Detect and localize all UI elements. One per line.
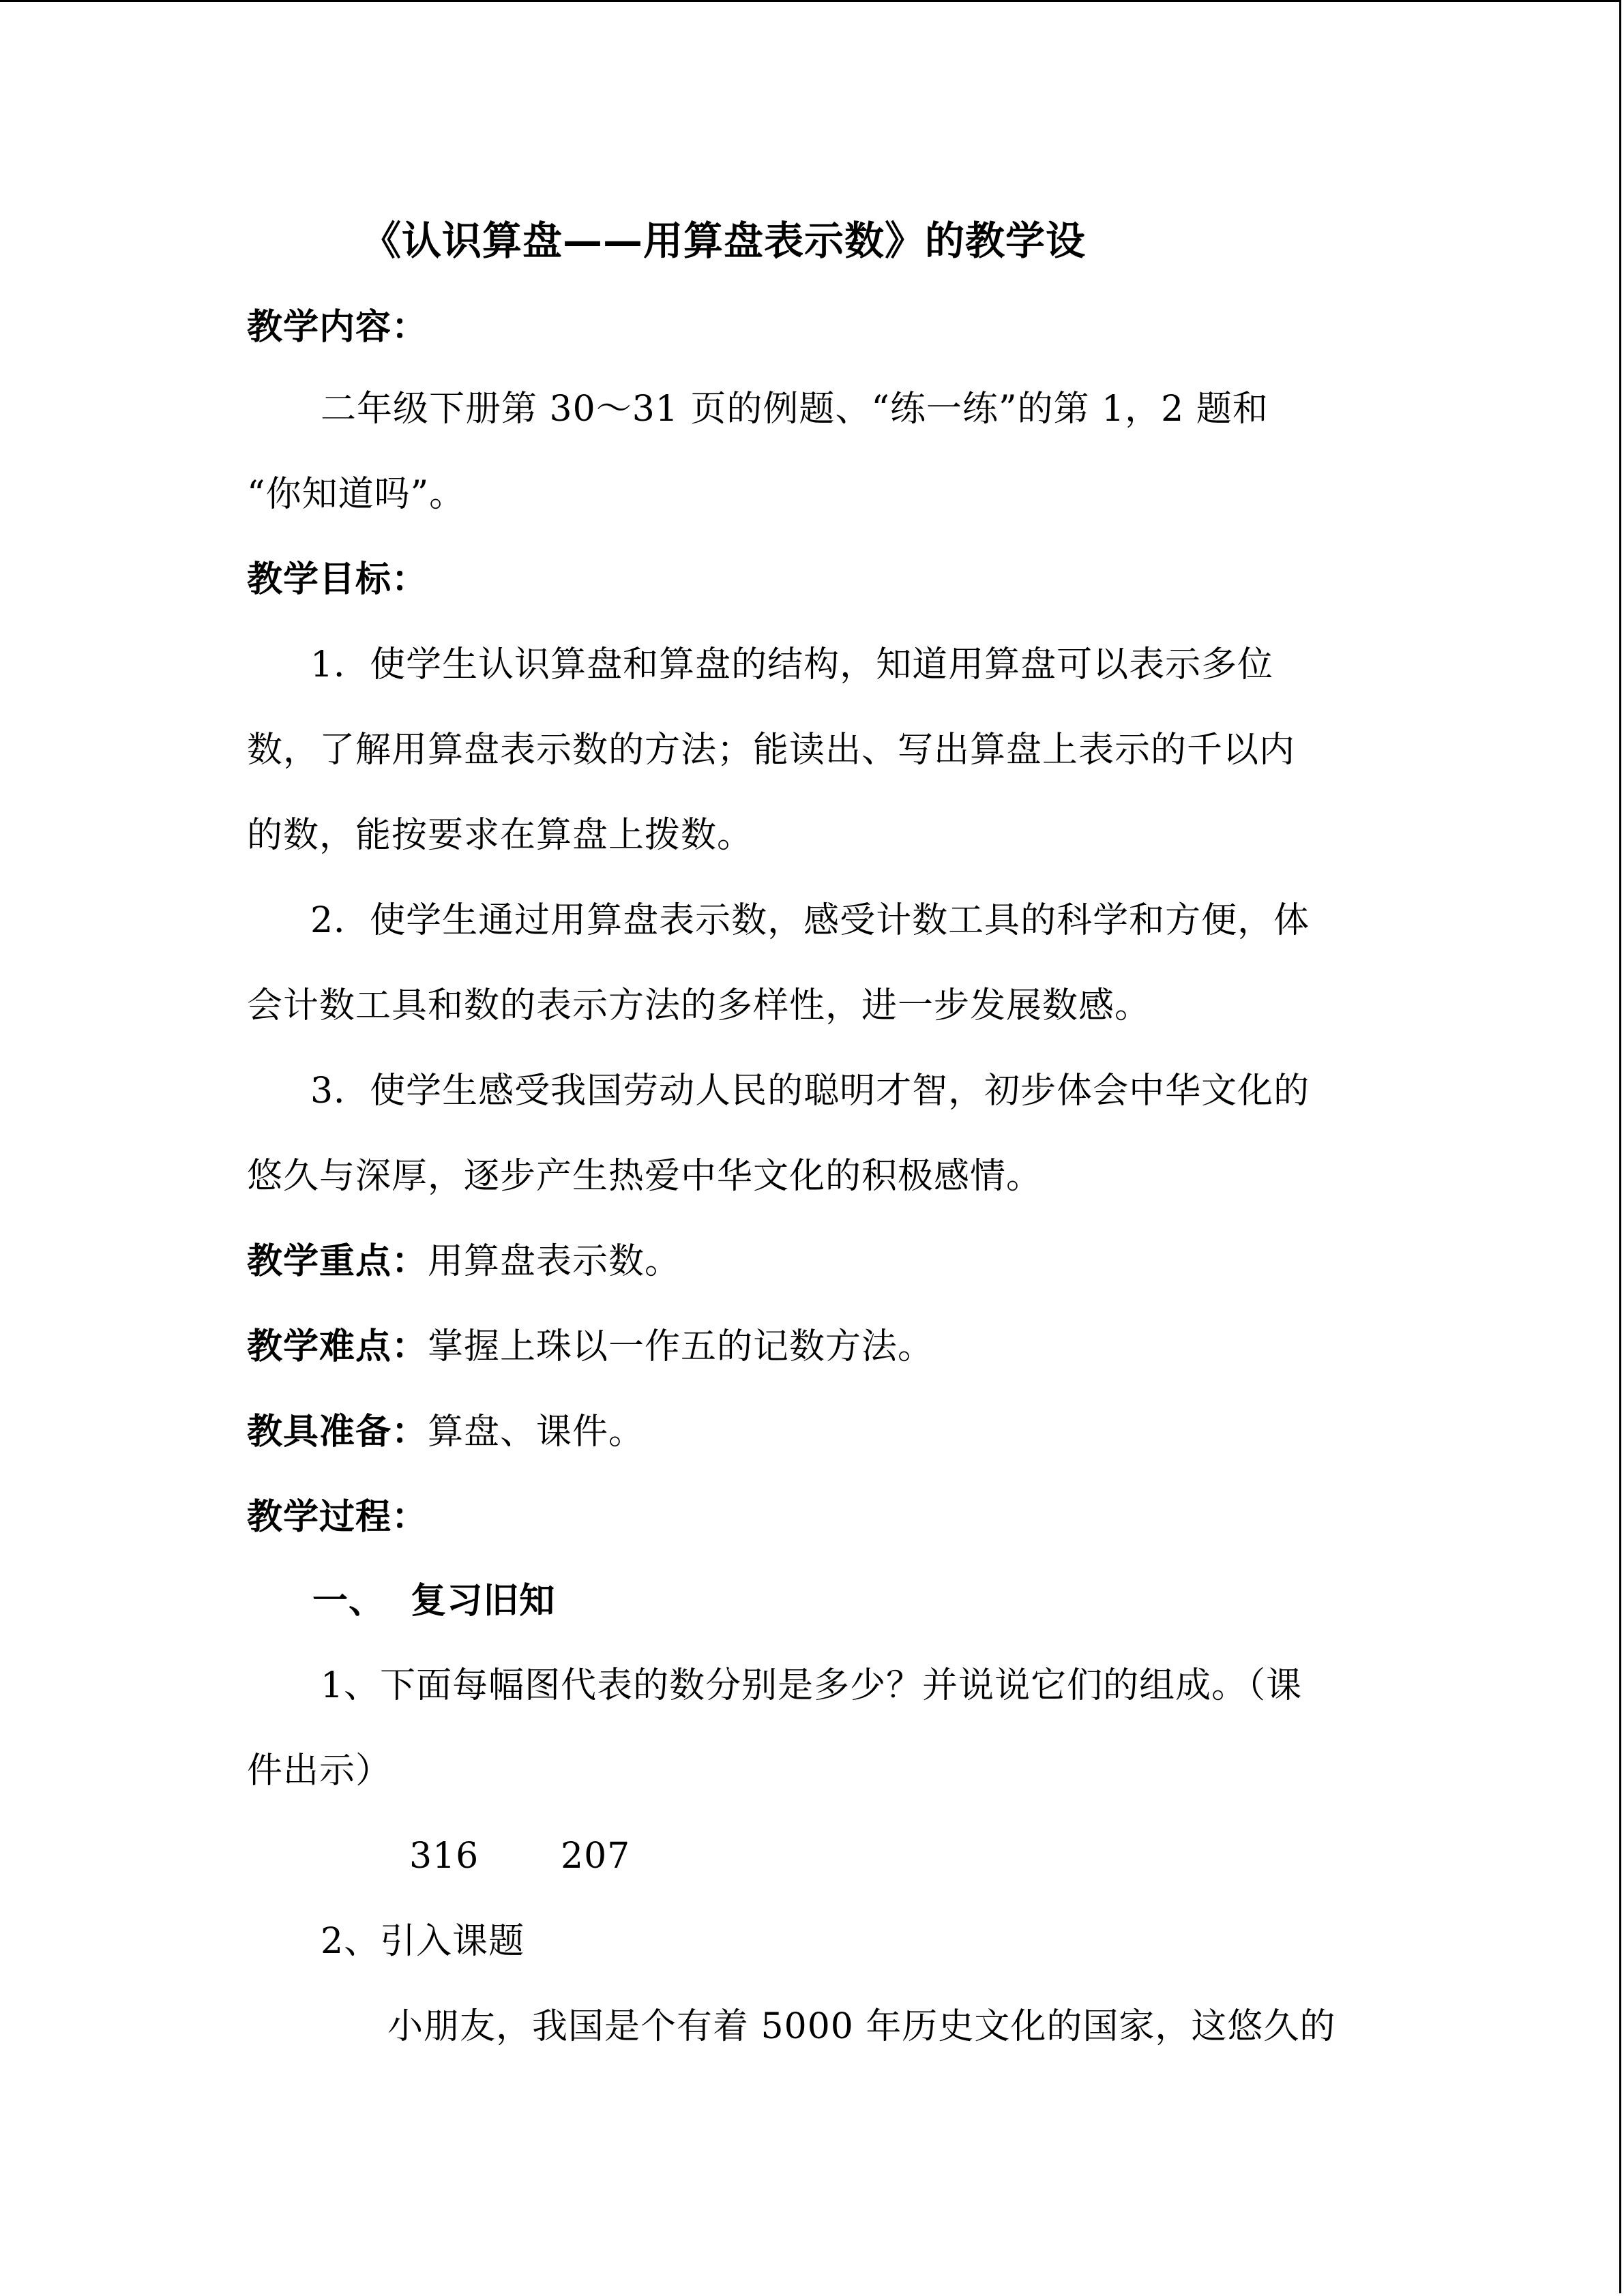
key-point-row (247, 1241, 681, 1282)
goal-1-line-2: 数，了解用算盘表示数的方法；能读出、写出算盘上表示的千以内 (247, 730, 1296, 771)
goal-1-line-1: 1．使学生认识算盘和算盘的结构，知道用算盘可以表示多位 (310, 644, 1274, 685)
content-heading: 教学内容： (247, 307, 428, 348)
document-title: 《认识算盘——用算盘表示数》的教学设 (361, 218, 1087, 264)
goal-2-line-1: 2．使学生通过用算盘表示数，感受计数工具的科学和方便，体 (310, 900, 1310, 941)
key-point-label: 教学重点： (247, 1241, 428, 1282)
tools-text: 算盘、课件。 (428, 1412, 645, 1452)
process-heading: 教学过程： (247, 1497, 428, 1538)
tools-label: 教具准备： (247, 1412, 428, 1452)
goal-3-line-1: 3．使学生感受我国劳动人民的聪明才智，初步体会中华文化的 (310, 1071, 1310, 1112)
content-line-1: 二年级下册第 30～31 页的例题、“练一练”的第 1，2 题和 (321, 389, 1269, 430)
goals-heading: 教学目标： (247, 559, 428, 600)
difficulty-label: 教学难点： (247, 1326, 428, 1367)
goal-2-line-2: 会计数工具和数的表示方法的多样性，进一步发展数感。 (247, 985, 1151, 1026)
key-point-text: 用算盘表示数。 (428, 1241, 681, 1282)
number-b: 207 (561, 1836, 631, 1877)
goal-3-line-2: 悠久与深厚，逐步产生热爱中华文化的积极感情。 (247, 1156, 1043, 1197)
item-1-line-1: 1、下面每幅图代表的数分别是多少？并说说它们的组成。（课 (321, 1665, 1303, 1706)
tools-row (247, 1412, 645, 1452)
item-1-line-2: 件出示） (247, 1750, 392, 1791)
goal-1-line-3: 的数，能按要求在算盘上拨数。 (247, 815, 754, 856)
content-line-2: “你知道吗”。 (247, 474, 466, 515)
item-2-heading: 2、引入课题 (321, 1921, 525, 1962)
section-1-heading: 一、 复习旧知 (312, 1581, 556, 1622)
difficulty-row (247, 1326, 934, 1367)
number-a: 316 (409, 1836, 479, 1877)
intro-line: 小朋友，我国是个有着 5000 年历史文化的国家，这悠久的 (387, 2006, 1336, 2047)
difficulty-text: 掌握上珠以一作五的记数方法。 (428, 1326, 934, 1367)
